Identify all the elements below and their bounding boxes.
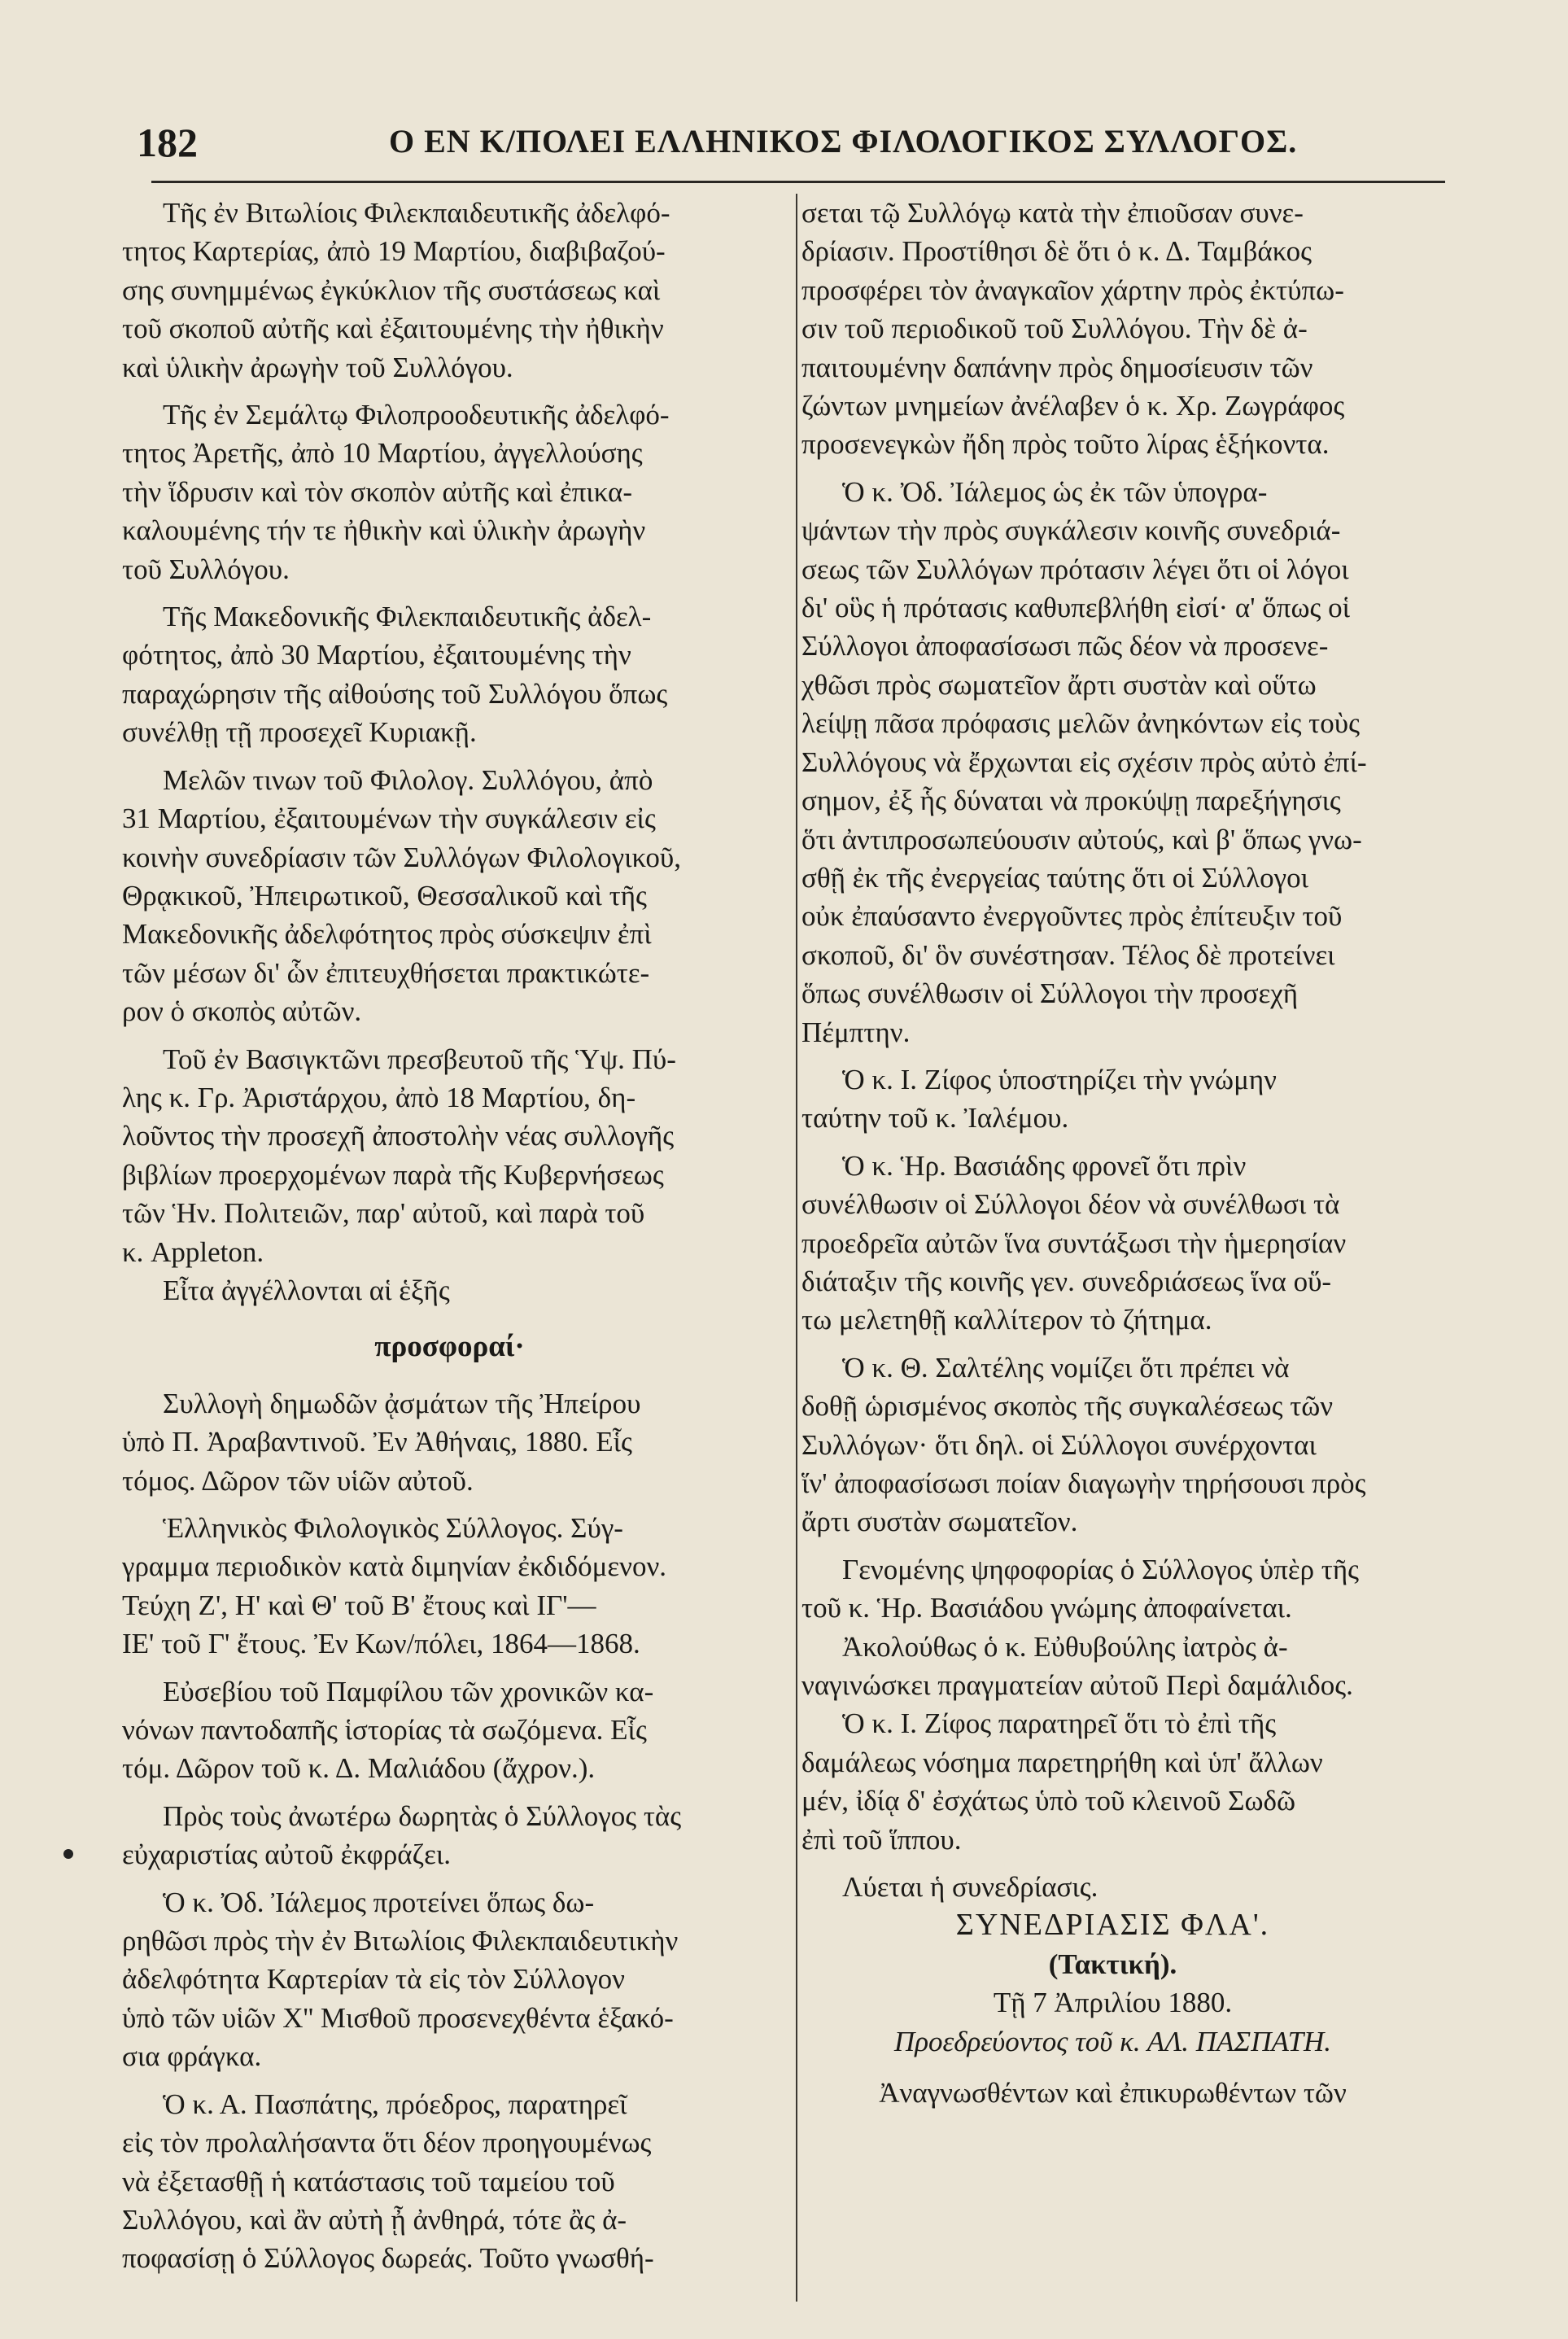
paragraph: Πρὸς τοὺς ἀνωτέρω δωρητὰς ὁ Σύλλογος τὰς εὐχαριστίας αὐτοῦ ἐκφράζει. <box>122 1799 682 1871</box>
paragraph: Τῆς Μακεδονικῆς Φιλεκπαιδευτικῆς ἀδελ- φότητος, ἀπὸ 30 Μαρτίου, ἐξαιτουμένης τὴν παραχώρησιν τῆς αἰθούσης τοῦ Συλλόγου ὅπως συνέλθῃ τῇ προσεχεῖ Κυριακῇ. <box>122 601 668 749</box>
paragraph: Ὁ κ. Ι. Ζίφος ὑποστηρίζει τὴν γνώμην ταύτην τοῦ κ. Ἰαλέμου. <box>801 1063 1277 1135</box>
paragraph: Ὁ κ. Ι. Ζίφος παρατηρεῖ ὅτι τὸ ἐπὶ τῆς δαμάλεως νόσημα παρετηρήθη καὶ ὑπ' ἄλλων μέν, ἰδίᾳ δ' ἐσχάτως ὑπὸ τοῦ κλεινοῦ Σωδῶ ἐπὶ τοῦ ἵππου. <box>801 1707 1323 1856</box>
paragraph: Ὁ κ. Θ. Σαλτέλης νομίζει ὅτι πρέπει νὰ δοθῇ ὡρισμένος σκοπὸς τῆς συγκαλέσεως τῶν Συλλόγων· ὅτι δηλ. οἱ Σύλλογοι συνέρχονται ἵν' ἀποφασίσωσι ποίαν διαγωγὴν τηρήσουσι πρὸς ἄρτι συστὰν σωματεῖον. <box>801 1351 1366 1538</box>
paragraph: Ὁ κ. Ἡρ. Βασιάδης φρονεῖ ὅτι πρὶν συνέλθωσιν οἱ Σύλλογοι δέον νὰ συνέλθωσι τὰ προεδρεῖα αὐτῶν ἵνα συντάξωσι τὴν ἡμερησίαν διάταξιν τῆς κοινῆς γεν. συνεδριάσεως ἵνα οὕ- τω μελετηθῇ καλλίτερον τὸ ζήτημα. <box>801 1149 1347 1336</box>
paragraph: σεται τῷ Συλλόγῳ κατὰ τὴν ἐπιοῦσαν συνε- δρίασιν. Προστίθησι δὲ ὅτι ὁ κ. Δ. Ταμβάκος προσφέρει τὸν ἀναγκαῖον χάρτην πρὸς ἐκτύπω- σιν τοῦ περιοδικοῦ τοῦ Συλλόγου. Τὴν δὲ ἀ- παιτουμένην δαπάνην πρὸς δημοσίευσιν τῶν ζώντων μνημείων ἀνέλαβεν ὁ κ. Χρ. Ζωγράφος προσενεγκὼν ἤδη πρὸς τοῦτο λίρας ἑξήκοντα. <box>801 197 1345 461</box>
paragraph: Ὁ κ. Α. Πασπάτης, πρόεδρος, παρατηρεῖ εἰς τὸν προλαλήσαντα ὅτι δέον προηγουμένως νὰ ἐξετασθῇ ἡ κατάστασις τοῦ ταμείου τοῦ Συλλόγου, καὶ ἂν αὐτὴ ᾖ ἀνθηρά, τότε ἂς ἀ- ποφασίσῃ ὁ Σύλλογος δωρεάς. Τοῦτο γνωσθή- <box>122 2088 654 2275</box>
right-column <box>801 194 1424 2113</box>
paragraph: Ἀκολούθως ὁ κ. Εὐθυβούλης ἰατρὸς ἀ- ναγινώσκει πραγματείαν αὐτοῦ Περὶ δαμάλιδος. <box>801 1630 1353 1702</box>
paragraph: Μελῶν τινων τοῦ Φιλολογ. Συλλόγου, ἀπὸ 31 Μαρτίου, ἐξαιτουμένων τὴν συγκάλεσιν εἰς κοινὴν συνεδρίασιν τῶν Συλλόγων Φιλολογικοῦ, Θρᾳκικοῦ, Ἠπειρωτικοῦ, Θεσσαλικοῦ καὶ τῆς Μακεδονικῆς ἀδελφότητος πρὸς σύσκεψιν ἐπὶ τῶν μέσων δι' ὧν ἐπιτευχθήσεται πρακτικώτε- ρον ὁ σκοπὸς αὐτῶν. <box>122 763 681 1028</box>
page-number: 182 <box>137 120 198 165</box>
offering-entry: Ἑλληνικὸς Φιλολογικὸς Σύλλογος. Σύγ- γραμμα περιοδικὸν κατὰ διμηνίαν ἐκδιδόμενον. Τεύχη Ζ', Η' καὶ Θ' τοῦ Β' ἔτους καὶ ΙΓ'— ΙΕ' τοῦ Γ' ἔτους. Ἐν Κων/πόλει, 1864—1868. <box>122 1512 667 1660</box>
session-date: Τῇ 7 Ἀπριλίου 1880. <box>993 1987 1233 2019</box>
paragraph: Γενομένης ψηφοφορίας ὁ Σύλλογος ὑπὲρ τῆς τοῦ κ. Ἡρ. Βασιάδου γνώμης ἀποφαίνεται. <box>801 1553 1360 1624</box>
presiding-line: Προεδρεύοντος τοῦ κ. ΑΛ. ΠΑΣΠΑΤΗ. <box>893 2025 1332 2057</box>
paragraph: Τοῦ ἐν Βασιγκτῶνι πρεσβευτοῦ τῆς Ὑψ. Πύ- λης κ. Γρ. Ἀριστάρχου, ἀπὸ 18 Μαρτίου, δη- λοῦντος τὴν προσεχῆ ἀποστολὴν νέας συλλογῆς βιβλίων προερχομένων παρὰ τῆς Κυβερνήσεως τῶν Ἡν. Πολιτειῶν, παρ' αὐτοῦ, καὶ παρὰ τοῦ κ. Appleton. <box>122 1043 676 1268</box>
offering-entry: Εὐσεβίου τοῦ Παμφίλου τῶν χρονικῶν κα- νόνων παντοδαπῆς ἱστορίας τὰ σωζόμενα. Εἷς τόμ. Δῶρον τοῦ κ. Δ. Μαλιάδου (ἄχρον.). <box>122 1675 654 1785</box>
session-type: (Τακτική). <box>1048 1948 1177 1980</box>
offering-entry: Συλλογὴ δημωδῶν ᾀσμάτων τῆς Ἠπείρου ὑπὸ Π. Ἀραβαντινοῦ. Ἐν Ἀθήναις, 1880. Εἷς τόμος. Δῶρον τῶν υἱῶν αὐτοῦ. <box>122 1387 641 1497</box>
paragraph: Εἶτα ἀγγέλλονται αἱ ἑξῆς <box>163 1274 450 1306</box>
paragraph: Λύεται ἡ συνεδρίασις. <box>842 1871 1098 1904</box>
paragraph: Ὁ κ. Ὀδ. Ἰάλεμος ὡς ἐκ τῶν ὑπογρα- ψάντων τὴν πρὸς συγκάλεσιν κοινῆς συνεδριά- σεως τῶν Συλλόγων πρότασιν λέγει ὅτι οἱ λόγοι δι' οὓς ἡ πρότασις καθυπεβλήθη εἰσί· α' ὅπως οἱ Σύλλογοι ἀποφασίσωσι πῶς δέον νὰ προσενε- χθῶσι πρὸς σωματεῖον ἄρτι συστὰν καὶ οὕτω λείψῃ πᾶσα πρόφασις μελῶν ἀνηκόντων εἰς τοὺς Συλλόγους νὰ ἔρχωνται εἰς σχέσιν πρὸς αὐτὸ ἐπί- σημον, ἐξ ἧς δύναται νὰ προκύψῃ παρεξήγησις ὅτι ἀντιπροσωπεύουσιν αὐτούς, καὶ β' ὅπως γνω- σθῇ ἐκ τῆς ἐνεργείας ταύτης ὅτι οἱ Σύλλογοι οὐκ ἐπαύσαντο ἐνεργοῦντες πρὸς ἐπίτευξιν τοῦ σκοποῦ, δι' ὃν συνέστησαν. Τέλος δὲ προτείνει ὅπως συνέλθωσιν οἱ Σύλλογοι τὴν προσεχῆ Πέμπτην. <box>801 475 1367 1048</box>
paragraph: Ὁ κ. Ὀδ. Ἰάλεμος προτείνει ὅπως δω- ρηθῶσι πρὸς τὴν ἐν Βιτωλίοις Φιλεκπαιδευτικὴν ἀδελφότητα Καρτερίαν τὰ εἰς τὸν Σύλλογον ὑπὸ τῶν υἱῶν Χ'' Μισθοῦ προσενεχθέντα ἑξακό- σια φράγκα. <box>122 1886 679 2073</box>
header-rule <box>151 181 1445 183</box>
left-column <box>122 194 777 2278</box>
session-title: ΣΥΝΕΔΡΙΑΣΙΣ ΦΛΑ'. <box>955 1908 1270 1943</box>
last-line: Ἀναγνωσθέντων καὶ ἐπικυρωθέντων τῶν <box>879 2077 1347 2109</box>
running-head: Ο ΕΝ Κ/ΠΟΛΕΙ ΕΛΛΗΝΙΚΟΣ ΦΙΛΟΛΟΓΙΚΟΣ ΣΥΛΛΟΓΟΣ. <box>389 123 1298 160</box>
paragraph: Τῆς ἐν Σεμάλτῳ Φιλοπροοδευτικῆς ἀδελφό- τητος Ἀρετῆς, ἀπὸ 10 Μαρτίου, ἀγγελλούσης τὴν ἵδρυσιν καὶ τὸν σκοπὸν αὐτῆς καὶ ἐπικα- καλουμένης τήν τε ἠθικὴν καὶ ὑλικὴν ἀρωγὴν τοῦ Συλλόγου. <box>122 399 670 585</box>
column-divider <box>796 194 797 2302</box>
paragraph: Τῆς ἐν Βιτωλίοις Φιλεκπαιδευτικῆς ἀδελφό- τητος Καρτερίας, ἀπὸ 19 Μαρτίου, διαβιβαζού- σης συνημμένως ἐγκύκλιον τῆς συστάσεως καὶ τοῦ σκοποῦ αὐτῆς καὶ ἐξαιτουμένης τὴν ἠθικὴν καὶ ὑλικὴν ἀρωγὴν τοῦ Συλλόγου. <box>122 197 670 383</box>
margin-dot <box>63 1849 73 1859</box>
page-header <box>137 119 1439 176</box>
section-heading: προσφοραί· <box>374 1330 525 1364</box>
